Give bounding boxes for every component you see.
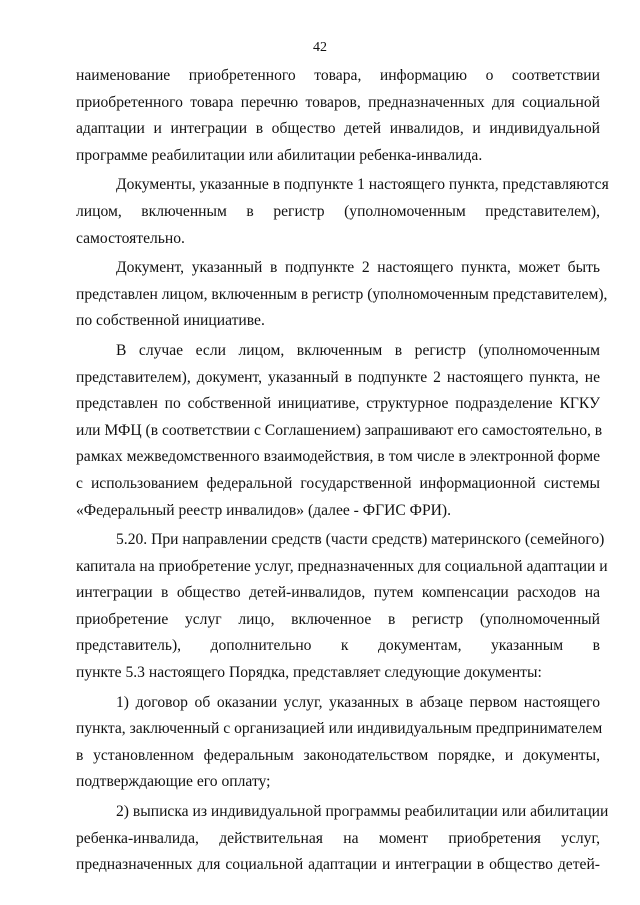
text-line: предназначенных для социальной адаптации и интеграции в общество детей- [76,856,600,874]
text-line: представлен лицом, включенным в регистр (уполномоченным представителем), [76,285,608,303]
text-line: пункта, заключенный с организацией или индивидуальным предпринимателем [76,720,603,738]
text-line: подтверждающие его оплату; [76,773,271,791]
text-line: капитала на приобретение услуг, предназначенных для социальной адаптации и [76,557,608,575]
text-line: адаптации и интеграции в общество детей инвалидов, и индивидуальной [76,120,600,138]
paragraph [76,799,609,879]
paragraph [76,338,603,524]
text-line: Документы, указанные в подпункте 1 настоящего пункта, представляются [116,176,609,194]
text-line: интеграции в общество детей-инвалидов, путем компенсации расходов на [76,584,600,602]
paragraph [76,63,600,169]
text-line: 2) выписка из индивидуальной программы реабилитации или абилитации [116,803,609,821]
text-line: наименование приобретенного товара, информацию о соответствии [76,67,600,84]
text-line: приобретенного товара перечню товаров, предназначенных для социальной [76,93,600,111]
text-line: пункте 5.3 настоящего Порядка, представляет следующие документы: [76,664,542,682]
text-line: или МФЦ (в соответствии с Соглашением) запрашивают его самостоятельно, в [76,421,603,439]
text-line: по собственной инициативе. [76,312,265,330]
text-line: лицом, включенным в регистр (уполномоченным представителем), [76,202,600,220]
text-line: 1) договор об оказании услуг, указанных в абзаце первом настоящего [116,693,600,711]
text-line: ребенка-инвалида, действительная на момент приобретения услуг, [76,829,600,847]
paragraph [76,690,603,796]
text-line: в установленном федеральным законодательством порядке, и документы, [76,746,600,764]
text-line: программе реабилитации или абилитации ребенка-инвалида. [76,146,483,164]
text-line: приобретение услуг лицо, включенное в регистр (уполномоченный [76,610,600,628]
text-line: рамках межведомственного взаимодействия, в том числе в электронной форме [76,448,600,466]
paragraph [76,255,608,335]
text-line: «Федеральный реестр инвалидов» (далее - ФГИС ФРИ). [76,501,452,519]
text-line: Документ, указанный в подпункте 2 настоящего пункта, может быть [116,259,600,277]
page-number: 42 [313,40,327,55]
text-line: В случае если лицом, включенным в регистр (уполномоченным [116,341,600,359]
text-line: представитель), дополнительно к документам, указанным в [76,637,600,655]
text-line: с использованием федеральной государственной информационной системы [76,474,600,492]
document-body [76,63,609,879]
text-line: представлен по собственной инициативе, структурное подразделение КГКУ [76,395,600,413]
text-line: самостоятельно. [76,229,185,247]
paragraph [76,527,608,687]
text-line: представителем), документ, указанный в подпункте 2 настоящего пункта, не [76,368,600,386]
text-line: 5.20. При направлении средств (части средств) материнского (семейного) [116,531,605,549]
paragraph [76,172,609,252]
